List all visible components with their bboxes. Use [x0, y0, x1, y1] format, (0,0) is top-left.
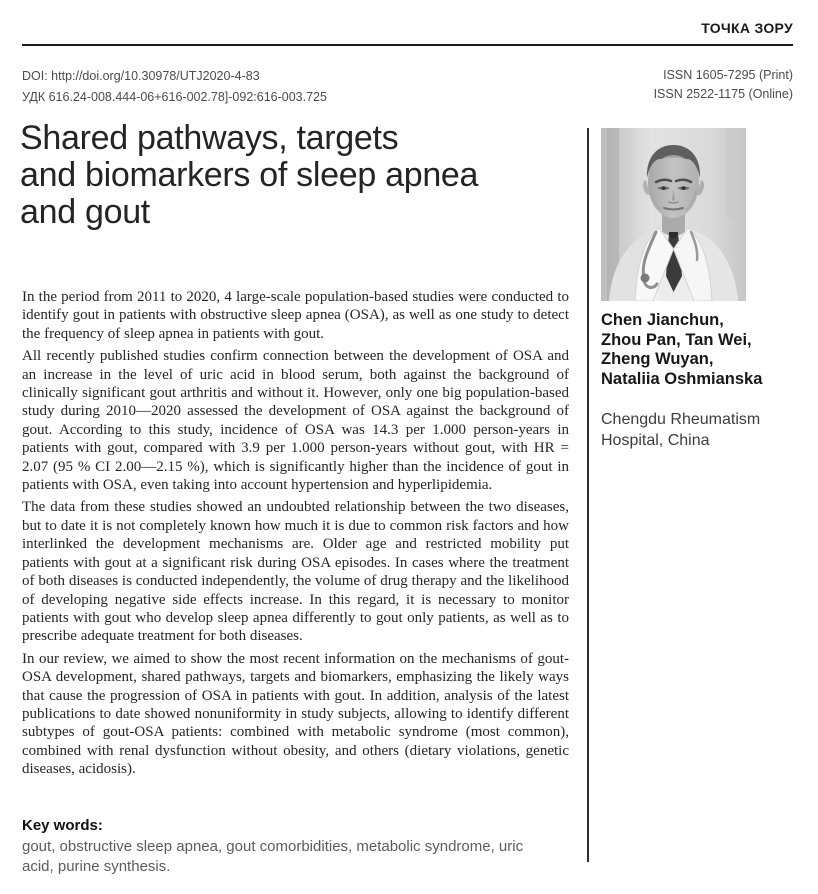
- author-line-2: Zhou Pan, Tan Wei,: [601, 330, 752, 349]
- article-title-line-3: and gout: [20, 193, 150, 231]
- abstract-paragraph-1: In the period from 2011 to 2020, 4 large-scale population-based studies were conducted to identify gout in patients with obstructive sleep apnea (OSA), as well as one study to detect the frequency of sleep apnea in patients with gout.: [22, 289, 569, 342]
- author-photo: [601, 128, 746, 301]
- doi-udk-block: [22, 66, 327, 108]
- affiliation: [601, 409, 794, 451]
- author-line-4: Nataliia Oshmianska: [601, 369, 763, 388]
- keywords-text: gout, obstructive sleep apnea, gout comorbidities, metabolic syndrome, uric acid, purine synthesis.: [22, 838, 524, 875]
- abstract-paragraph-2: All recently published studies confirm connection between the development of OSA and an increase in the level of uric acid in blood serum, both against the background of clinically significant gout arthritis and without it. However, only one big population-based study during 2010—2020 assessed the development of OSA against the background of gout. According to this study, incidence of OSA was 14.3 per 1.000 person-years in patients with gout, compared with 3.9 per 1.000 person-years without gout, with HR = 2.07 (95 % CI 2.00—2.15 %), which is significantly higher than the incidence of gout in patients with OSA, even taking into account hypertension and hyperlipidemia.: [22, 348, 569, 494]
- author-line-3: Zheng Wuyan,: [601, 350, 714, 368]
- author-photo-illustration: [601, 128, 746, 301]
- section-label: ТОЧКА ЗОРУ: [701, 20, 793, 36]
- affiliation-line-2: Hospital, China: [601, 432, 710, 449]
- column-divider: [587, 128, 589, 862]
- author-sidebar: [601, 128, 794, 451]
- article-title-line-2: and biomarkers of sleep apnea: [20, 156, 479, 194]
- issn-online: ISSN 2522-1175 (Online): [653, 87, 793, 101]
- doi-line: DOI: http://doi.org/10.30978/UTJ2020-4-83: [22, 69, 260, 83]
- article-title: [20, 120, 478, 231]
- article-abstract: [22, 288, 569, 783]
- issn-print: ISSN 1605-7295 (Print): [663, 68, 793, 82]
- article-title-line-1: Shared pathways, targets: [20, 119, 399, 157]
- affiliation-line-1: Chengdu Rheumatism: [601, 411, 761, 428]
- keywords-block: [22, 817, 567, 877]
- abstract-paragraph-3: The data from these studies showed an undoubted relationship between the two diseases, but to date it is not completely known how much it is due to common risk factors and how interlinked the development mechanisms are. Older age and restricted mobility put patients with gout at a significant risk during OSA episodes. In cases where the treatment of both diseases is conducted independently, the volume of drug therapy and the likelihood of developing negative side effects increase. In this regard, it is necessary to monitor patients with gout who develop sleep apnea differently to gout only patients, as well as to prescribe adequate treatment for both diseases.: [22, 499, 569, 645]
- udk-line: УДК 616.24-008.444-06+616-002.78]-092:616-003.725: [22, 90, 327, 104]
- authors-names: [601, 311, 794, 389]
- header-rule: [22, 44, 793, 46]
- keywords-label: Key words:: [22, 817, 103, 834]
- issn-block: [654, 66, 793, 104]
- author-line-1: Chen Jianchun,: [601, 311, 724, 329]
- abstract-paragraph-4: In our review, we aimed to show the most recent information on the mechanisms of gout-OSA development, shared pathways, targets and biomarkers, emphasizing the likely ways that cause the progression of OSA in patients with gout. In addition, analysis of the latest publications to date showed nonuniformity in study subjects, allowing to identify different subtypes of gout-OSA patients: combined with metabolic syndrome (most common), combined with renal dysfunction without obesity, and others (dietary violations, genetic diseases, acidosis).: [22, 650, 569, 778]
